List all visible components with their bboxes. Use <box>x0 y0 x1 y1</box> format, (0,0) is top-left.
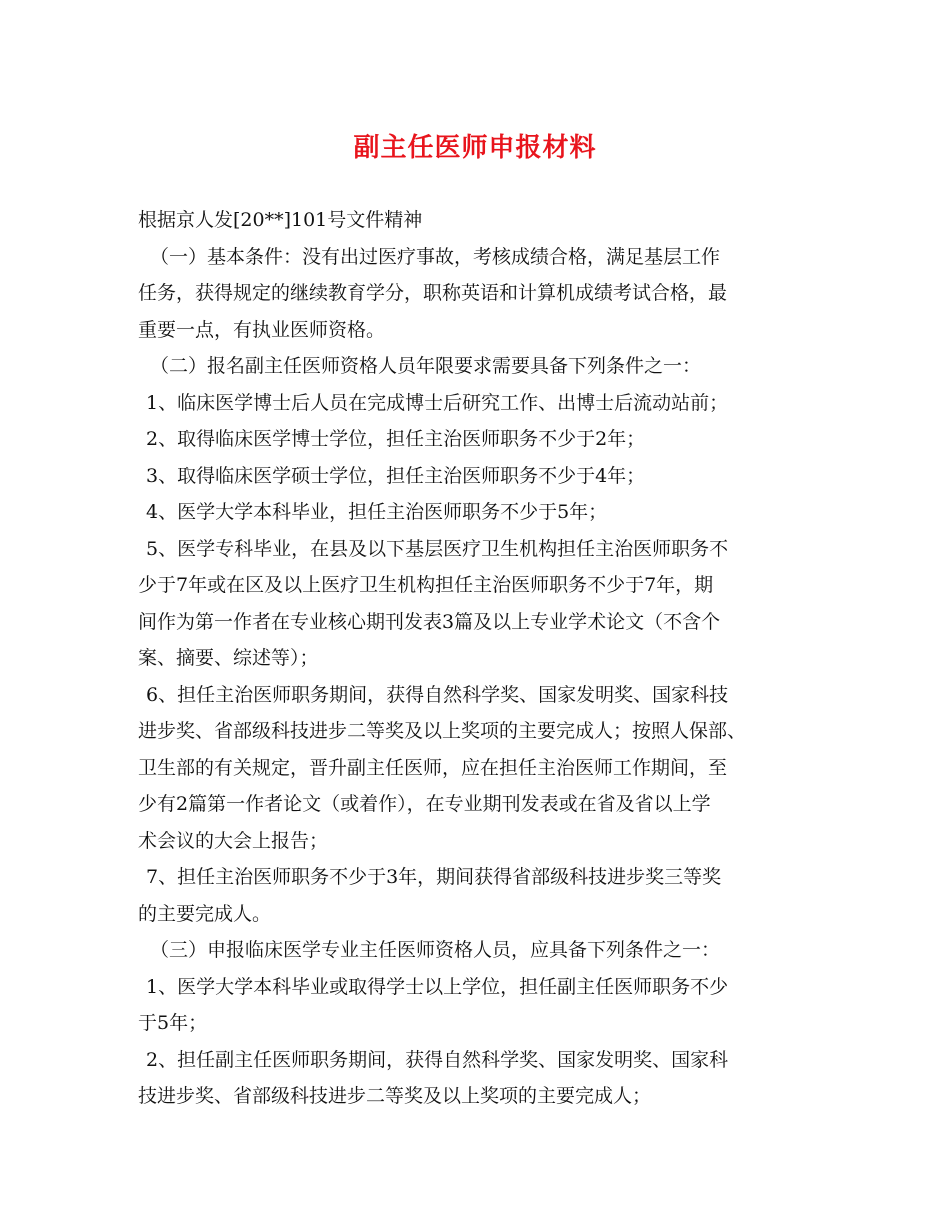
document-body <box>138 202 818 1115</box>
body-line: 2、取得临床医学博士学位，担任主治医师职务不少于2年； <box>146 428 646 450</box>
body-line: 少于7年或在区及以上医疗卫生机构担任主治医师职务不少于7年，期 <box>138 574 714 596</box>
body-line: 任务，获得规定的继续教育学分，职称英语和计算机成绩考试合格，最 <box>138 282 728 304</box>
body-line: 1、临床医学博士后人员在完成博士后研究工作、出博士后流动站前； <box>146 391 729 414</box>
body-line: 6、担任主治医师职务期间，获得自然科学奖、国家发明奖、国家科技 <box>146 683 729 706</box>
body-line: 于5年； <box>138 1012 208 1034</box>
body-line: 4、医学大学本科毕业，担任主治医师职务不少于5年； <box>146 501 608 523</box>
body-line: 技进步奖、省部级科技进步二等奖及以上奖项的主要完成人； <box>138 1085 652 1107</box>
body-line: 案、摘要、综述等）； <box>138 647 319 669</box>
body-line: 根据京人发[20**]101号文件精神 <box>138 209 423 231</box>
document-title: 副主任医师申报材料 <box>353 133 597 163</box>
body-line: 1、医学大学本科毕业或取得学士以上学位，担任副主任医师职务不少 <box>146 975 729 998</box>
body-line: 进步奖、省部级科技进步二等奖及以上奖项的主要完成人；按照人保部、 <box>138 720 747 742</box>
body-line: 7、担任主治医师职务不少于3年，期间获得省部级科技进步奖三等奖 <box>146 866 722 888</box>
body-line: 间作为第一作者在专业核心期刊发表3篇及以上专业学术论文（不含个 <box>138 610 721 633</box>
body-line: 5、医学专科毕业，在县及以下基层医疗卫生机构担任主治医师职务不 <box>146 537 729 560</box>
body-line: 2、担任副主任医师职务期间，获得自然科学奖、国家发明奖、国家科 <box>146 1048 729 1071</box>
body-line: 卫生部的有关规定，晋升副主任医师，应在担任主治医师工作期间，至 <box>138 756 728 779</box>
body-line: 的主要完成人。 <box>138 902 272 925</box>
body-line: （二）报名副主任医师资格人员年限要求需要具备下列条件之一： <box>150 355 702 377</box>
body-line: 少有2篇第一作者论文（或着作），在专业期刊发表或在省及省以上学 <box>138 793 711 815</box>
body-line: 术会议的大会上报告； <box>138 829 329 852</box>
body-line: 3、取得临床医学硕士学位，担任主治医师职务不少于4年； <box>146 464 646 487</box>
body-line: （一）基本条件：没有出过医疗事故，考核成绩合格，满足基层工作 <box>150 245 721 268</box>
body-line: 重要一点，有执业医师资格。 <box>138 318 386 341</box>
body-line: （三）申报临床医学专业主任医师资格人员，应具备下列条件之一： <box>150 939 721 961</box>
